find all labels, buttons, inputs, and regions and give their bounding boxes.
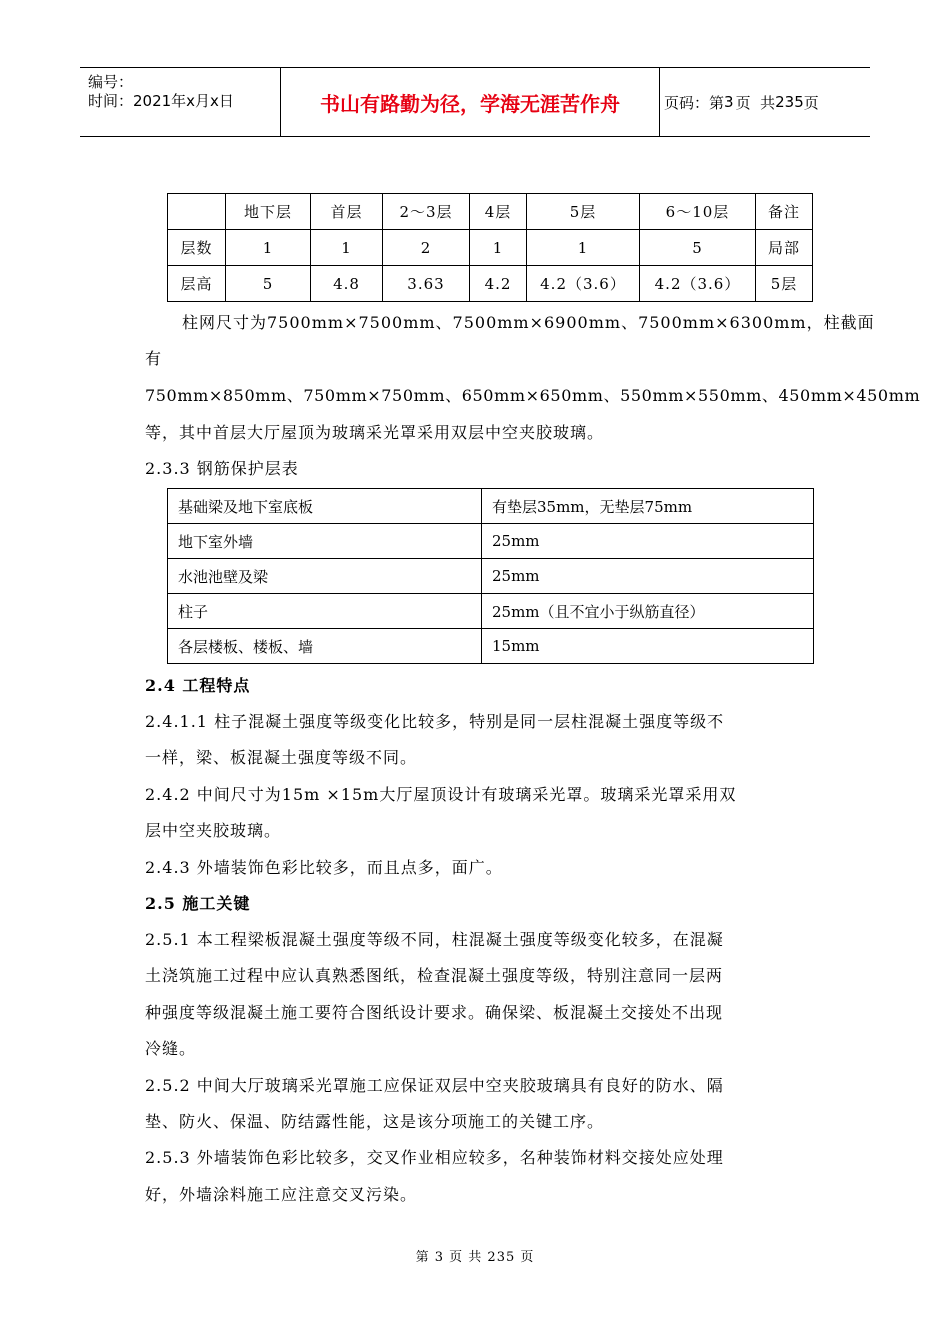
- table-cell: 4.2（3.6）: [640, 266, 756, 302]
- page-footer: 第 3 页 共 235 页: [415, 1250, 535, 1265]
- table-cell: 5层: [527, 194, 640, 230]
- paragraph-line: 2.5.3 外墙装饰色彩比较多，交叉作业相应较多，名种装饰材料交接处应处理: [145, 1148, 724, 1167]
- table-row: [168, 559, 814, 594]
- paragraph-line: 一样，梁、板混凝土强度等级不同。: [145, 748, 418, 767]
- table-cell: 局部: [756, 230, 813, 266]
- table-cell: 1: [311, 230, 383, 266]
- paragraph-line: 750mm×850mm、750mm×750mm、650mm×650mm、550mm×550mm、450mm×450mm: [145, 386, 921, 405]
- table-cell: 有垫层35mm，无垫层75mm: [482, 489, 814, 524]
- table-cell: 5: [226, 266, 311, 302]
- table-cell: 6～10层: [640, 194, 756, 230]
- header-left: [80, 68, 280, 136]
- section-heading: 2.3.3 钢筋保护层表: [145, 459, 299, 478]
- table-cell: 备注: [756, 194, 813, 230]
- table-cell: 基础梁及地下室底板: [168, 489, 482, 524]
- paragraph-line: 2.4.2 中间尺寸为15m ×15m大厅屋顶设计有玻璃采光罩。玻璃采光罩采用双: [145, 785, 737, 804]
- section-heading: 2.5 施工关键: [145, 894, 251, 913]
- page-indicator: [660, 68, 874, 136]
- table-cell: 首层: [311, 194, 383, 230]
- paragraph-line: 垫、防火、保温、防结露性能，这是该分项施工的关键工序。: [145, 1112, 605, 1131]
- code-label: 编号：: [88, 73, 134, 91]
- table-cell: 各层楼板、楼板、墙: [168, 629, 482, 664]
- motto: 书山有路勤为径，学海无涯苦作舟: [280, 68, 660, 136]
- table-cell: 层数: [168, 230, 226, 266]
- table-cell: 3.63: [383, 266, 470, 302]
- page-prefix: 页码：第: [664, 93, 725, 112]
- table-cell: 1: [226, 230, 311, 266]
- paragraph-line: 等，其中首层大厅屋顶为玻璃采光罩采用双层中空夹胶玻璃。: [145, 423, 605, 442]
- paragraph-line: 2.4.3 外墙装饰色彩比较多，而且点多，面广。: [145, 858, 503, 877]
- table-row: [168, 266, 813, 302]
- paragraph-line: 2.4.1.1 柱子混凝土强度等级变化比较多，特别是同一层柱混凝土强度等级不: [145, 712, 725, 731]
- table-cell: 4层: [470, 194, 527, 230]
- paragraph-line: 柱网尺寸为7500mm×7500mm、7500mm×6900mm、7500mm×6300mm，柱截面: [182, 313, 875, 332]
- table-cell: 2: [383, 230, 470, 266]
- table-cell: 5层: [756, 266, 813, 302]
- table-cell: 15mm: [482, 629, 814, 664]
- table-row: [168, 629, 814, 664]
- page-header: [80, 67, 870, 137]
- paragraph-line: 层中空夹胶玻璃。: [145, 821, 282, 840]
- floor-table: [167, 193, 813, 302]
- table-cell: 柱子: [168, 594, 482, 629]
- page-suffix: 页: [803, 93, 819, 112]
- page-current: 3: [724, 93, 734, 111]
- table-row: [168, 230, 813, 266]
- table-cell: 25mm: [482, 524, 814, 559]
- date-label: 时间：2021年x月x日: [88, 92, 234, 110]
- table-row: [168, 489, 814, 524]
- table-cell: 4.2（3.6）: [527, 266, 640, 302]
- table-cell: 1: [470, 230, 527, 266]
- paragraph-line: 种强度等级混凝土施工要符合图纸设计要求。确保梁、板混凝土交接处不出现: [145, 1003, 724, 1022]
- table-cell: 水池池壁及梁: [168, 559, 482, 594]
- page-middle: 页 共: [735, 93, 776, 112]
- section-heading: 2.4 工程特点: [145, 676, 251, 695]
- paragraph-line: 2.5.2 中间大厅玻璃采光罩施工应保证双层中空夹胶玻璃具有良好的防水、隔: [145, 1076, 724, 1095]
- table-cell: 地下层: [226, 194, 311, 230]
- page-total: 235: [775, 93, 804, 111]
- paragraph-line: 好，外墙涂料施工应注意交叉污染。: [145, 1185, 418, 1204]
- table-cell: 25mm: [482, 559, 814, 594]
- paragraph-line: 土浇筑施工过程中应认真熟悉图纸，检查混凝土强度等级，特别注意同一层两: [145, 966, 724, 985]
- table-cell: 层高: [168, 266, 226, 302]
- paragraph-line: 2.5.1 本工程梁板混凝土强度等级不同，柱混凝土强度等级变化较多，在混凝: [145, 930, 724, 949]
- table-cell: 地下室外墙: [168, 524, 482, 559]
- paragraph-line: 冷缝。: [145, 1039, 197, 1058]
- table-row: [168, 594, 814, 629]
- paragraph-line: 有: [145, 349, 163, 368]
- table-cell: [168, 194, 226, 230]
- table-cell: 1: [527, 230, 640, 266]
- rebar-cover-table: [167, 488, 814, 664]
- table-cell: 2～3层: [383, 194, 470, 230]
- table-cell: 25mm（且不宜小于纵筋直径）: [482, 594, 814, 629]
- table-cell: 4.2: [470, 266, 527, 302]
- table-cell: 5: [640, 230, 756, 266]
- table-header-row: [168, 194, 813, 230]
- table-cell: 4.8: [311, 266, 383, 302]
- table-row: [168, 524, 814, 559]
